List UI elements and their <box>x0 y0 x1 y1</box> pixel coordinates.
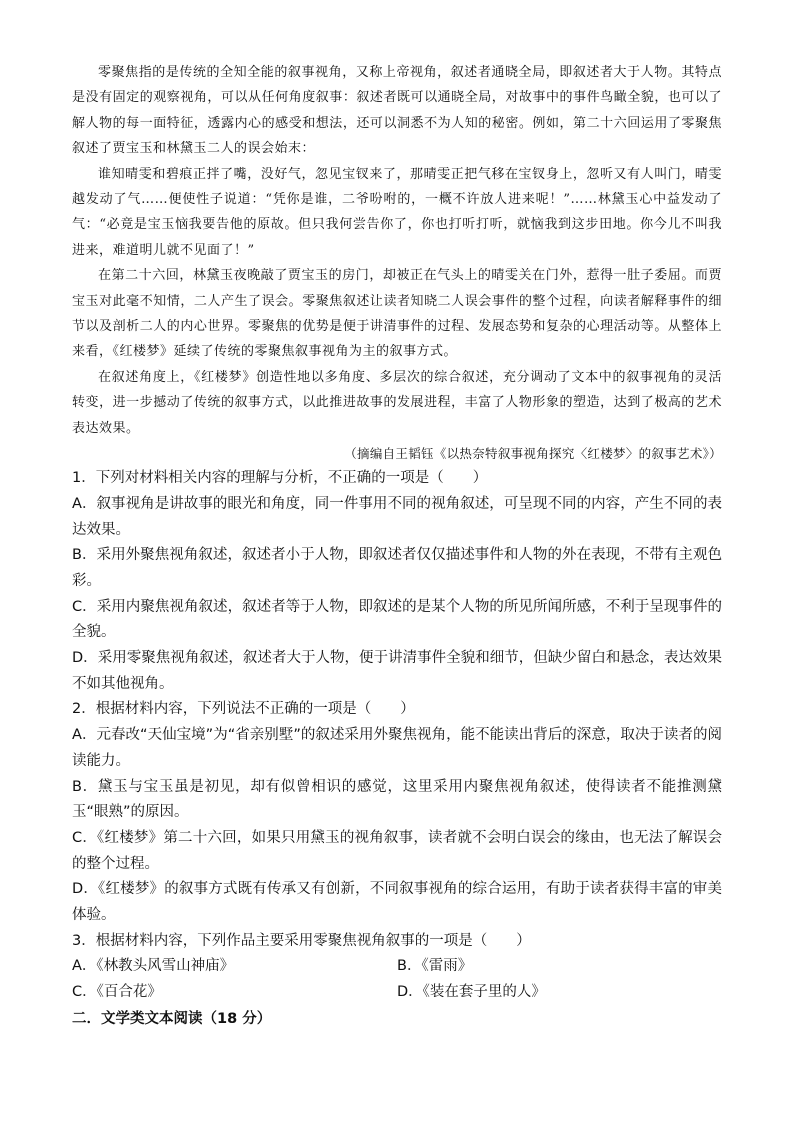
reading-paragraph-4: 在叙述角度上，《红楼梦》创造性地以多角度、多层次的综合叙述，充分调动了文本中的叙事视角的灵活转变，进一步撼动了传统的叙事方式，以此推进故事的发展进程，丰富了人物形象的塑造，达到了极高的艺术表达效果。 <box>72 369 722 436</box>
question-3-options-row-1 <box>72 954 722 980</box>
exam-page <box>72 60 722 1032</box>
question-1 <box>72 466 722 697</box>
question-2-option-a: A．元春改“天仙宝境”为“省亲别墅”的叙述采用外聚焦视角，能不能读出背后的深意，取决于读者的阅读能力。 <box>72 727 722 769</box>
question-2-option-d: D．《红楼梦》的叙事方式既有传承又有创新，不同叙事视角的综合运用，有助于读者获得丰富的审美体验。 <box>72 881 722 924</box>
question-3-options-row-2 <box>72 980 722 1006</box>
question-3-option-c: C．《百合花》 <box>72 984 162 1001</box>
reading-paragraph-3: 在第二十六回，林黛玉夜晚敲了贾宝玉的房门，却被正在气头上的晴雯关在门外，惹得一肚子委屈。而贾宝玉对此毫不知情，二人产生了误会。零聚焦叙述让读者知晓二人误会事件的整个过程，向读者解释事件的细节以及剖析二人的内心世界。零聚焦的优势是便于讲清事件的过程、发展态势和复杂的心理活动等。从整体上来看，《红楼梦》延续了传统的零聚焦叙事视角为主的叙事方式。 <box>72 268 722 360</box>
question-3-stem: 3．根据材料内容，下列作品主要采用零聚焦视角叙事的一项是（ ） <box>72 932 531 949</box>
reading-paragraph-1: 零聚焦指的是传统的全知全能的叙事视角，又称上帝视角，叙述者通晓全局，即叙述者大于人物。其特点是没有固定的观察视角，可以从任何角度叙事：叙述者既可以通晓全局，对故事中的事件鸟瞰全貌，也可以了解人物的每一面特征，透露内心的感受和想法，还可以洞悉不为人知的秘密。例如，第二十六回运用了零聚焦叙述了贾宝玉和林黛玉二人的误会始末： <box>72 65 722 157</box>
question-2-stem: 2．根据材料内容，下列说法不正确的一项是（ ） <box>72 701 415 718</box>
question-3 <box>72 929 722 1006</box>
question-2-option-b: B．黛玉与宝玉虽是初见，却有似曾相识的感觉，这里采用内聚焦视角叙述，使得读者不能推测黛玉“眼熟”的原因。 <box>72 778 722 821</box>
question-2-option-c: C．《红楼梦》第二十六回，如果只用黛玉的视角叙事，读者就不会明白误会的缘由，也无法了解误会的整个过程。 <box>72 829 722 872</box>
question-3-option-d: D．《装在套子里的人》 <box>397 984 546 1001</box>
question-1-option-c: C．采用内聚焦视角叙述，叙述者等于人物，即叙述的是某个人物的所见所闻所感，不利于呈现事件的全貌。 <box>72 598 722 641</box>
question-1-option-b: B．采用外聚焦视角叙述，叙述者小于人物，即叙述者仅仅描述事件和人物的外在表现，不带有主观色彩。 <box>72 547 722 589</box>
question-1-stem: 1．下列对材料相关内容的理解与分析，不正确的一项是（ ） <box>72 470 488 487</box>
question-1-option-a: A．叙事视角是讲故事的眼光和角度，同一件事用不同的视角叙述，可呈现不同的内容，产生不同的表达效果。 <box>72 495 722 538</box>
question-1-option-d: D．采用零聚焦视角叙述，叙述者大于人物，便于讲清事件全貌和细节，但缺少留白和悬念，表达效果不如其他视角。 <box>72 650 722 692</box>
reading-quote-paragraph: 谁知晴雯和碧痕正拌了嘴，没好气，忽见宝钗来了，那晴雯正把气移在宝钗身上，忽听又有人叫门，晴雯越发动了气……便使性子说道：“凭你是谁，二爷吩咐的，一概不许放人进来呢！”……林黛玉心中益发动了气：“必竟是宝玉恼我要告他的原故。但只我何尝告你了，你也打听打听，就恼我到这步田地。你今儿不叫我进来，难道明儿就不见面了！” <box>72 166 722 258</box>
section-2-title: 二．文学类文本阅读（18 分） <box>72 1010 272 1027</box>
question-3-option-a: A．《林教头风雪山神庙》 <box>72 958 235 975</box>
question-2 <box>72 697 722 928</box>
question-3-option-b: B．《雷雨》 <box>397 958 473 975</box>
source-citation: （摘编自王韬钰《以热奈特叙事视角探究〈红楼梦〉的叙事艺术》） <box>344 446 722 462</box>
